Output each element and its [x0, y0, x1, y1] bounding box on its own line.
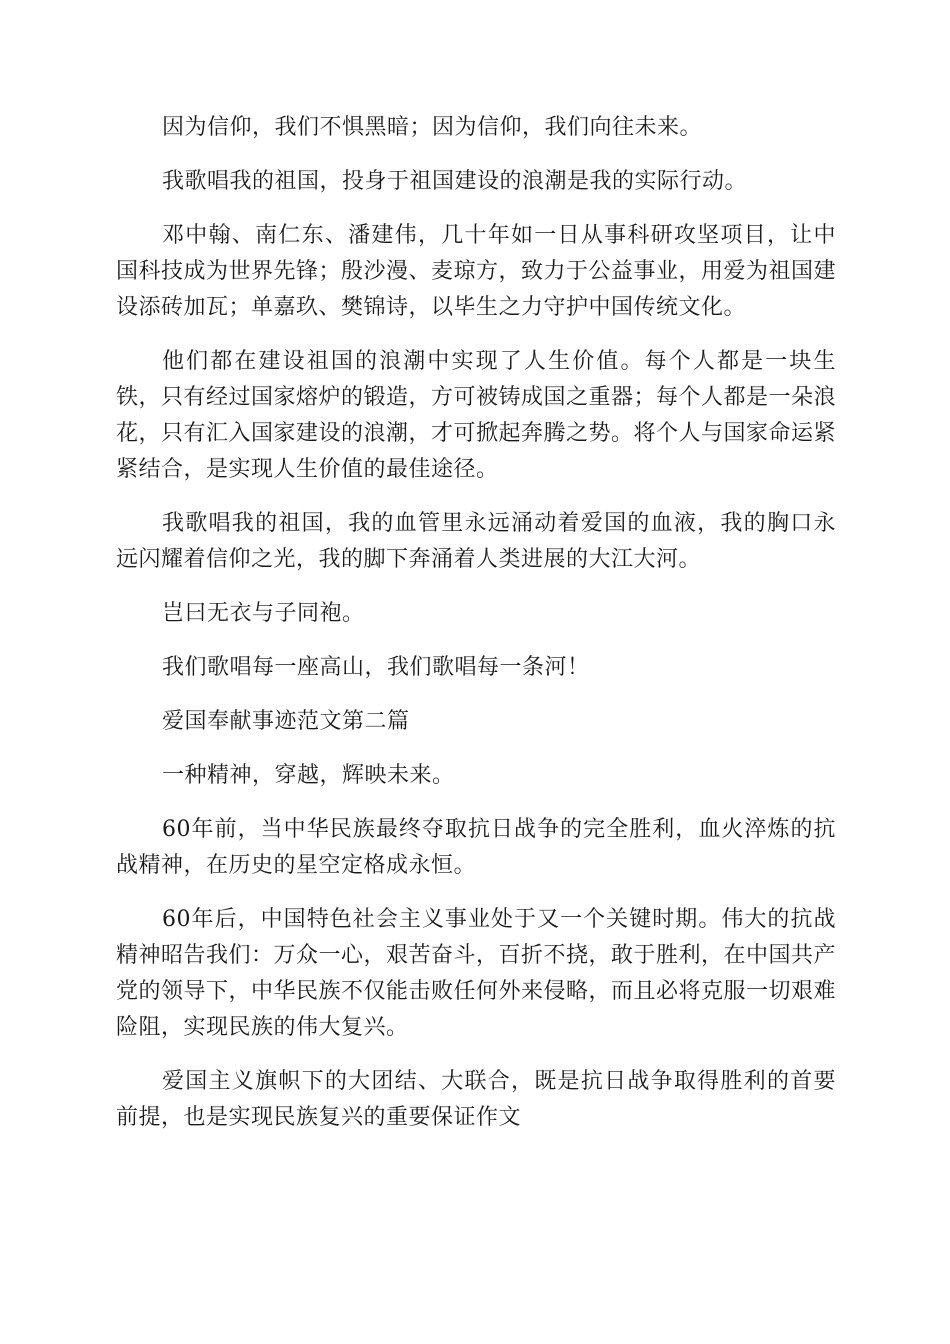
paragraph-1: 因为信仰，我们不惧黑暗；因为信仰，我们向往未来。 [162, 115, 703, 140]
paragraph-6: 岂曰无衣与子同袍。 [162, 601, 365, 626]
paragraph-10: 60年前，当中华民族最终夺取抗日战争的完全胜利，血火淬炼的抗战精神，在历史的星空定格成永恒。 [116, 817, 836, 878]
paragraph-12: 爱国主义旗帜下的大团结、大联合，既是抗日战争取得胜利的首要前提，也是实现民族复兴的重要保证作文 [116, 1069, 836, 1130]
paragraph-7: 我们歌唱每一座高山，我们歌唱每一条河！ [162, 655, 590, 680]
document-page [116, 110, 836, 1154]
paragraph-3: 邓中翰、南仁东、潘建伟，几十年如一日从事科研攻坚项目，让中国科技成为世界先锋；殷沙漫、麦琼方，致力于公益事业，用爱为祖国建设添砖加瓦；单嘉玖、樊锦诗，以毕生之力守护中国传统文化。 [116, 223, 837, 320]
paragraph-9: 一种精神，穿越，辉映未来。 [162, 763, 455, 788]
section-heading: 爱国奉献事迹范文第二篇 [162, 709, 410, 734]
paragraph-4: 他们都在建设祖国的浪潮中实现了人生价值。每个人都是一块生铁，只有经过国家熔炉的锻造，方可被铸成国之重器；每个人都是一朵浪花，只有汇入国家建设的浪潮，才可掀起奔腾之势。将个人与国家命运紧紧结合，是实现人生价值的最佳途径。 [116, 349, 837, 482]
paragraph-2: 我歌唱我的祖国，投身于祖国建设的浪潮是我的实际行动。 [162, 169, 748, 194]
paragraph-5: 我歌唱我的祖国，我的血管里永远涌动着爱国的血液，我的胸口永远闪耀着信仰之光，我的脚下奔涌着人类进展的大江大河。 [116, 511, 836, 572]
paragraph-11: 60年后，中国特色社会主义事业处于又一个关键时期。伟大的抗战精神昭告我们：万众一心，艰苦奋斗，百折不挠，敢于胜利，在中国共产党的领导下，中华民族不仅能击败任何外来侵略，而且必将克服一切艰难险阻，实现民族的伟大复兴。 [116, 907, 837, 1040]
